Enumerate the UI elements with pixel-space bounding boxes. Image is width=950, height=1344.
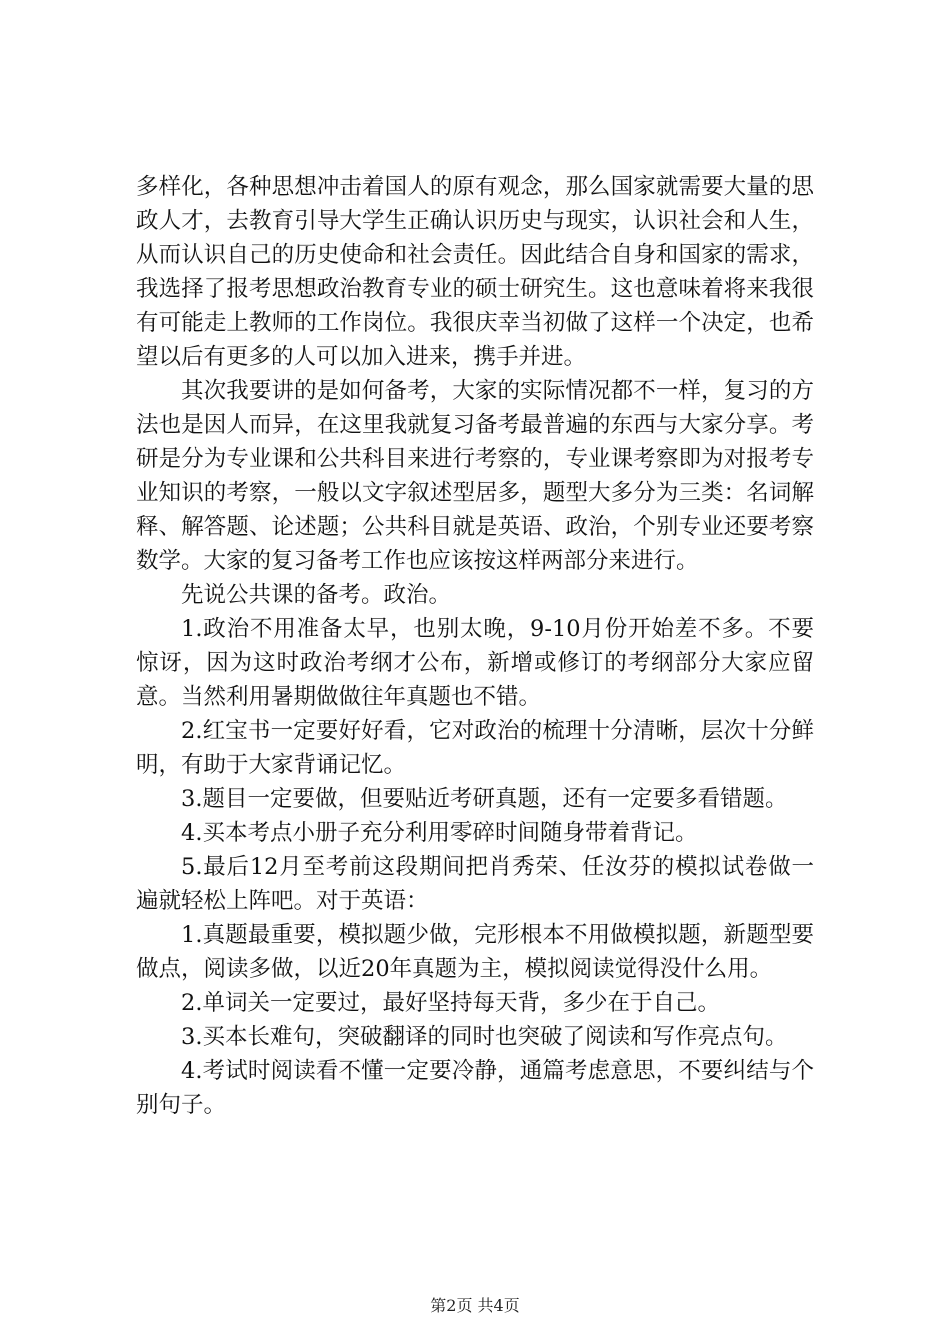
paragraph: 1.政治不用准备太早，也别太晚，9-10月份开始差不多。不要惊讶，因为这时政治考纲才公布，新增或修订的考纲部分大家应留意。当然利用暑期做做往年真题也不错。 [136, 616, 814, 710]
paragraph: 其次我要讲的是如何备考，大家的实际情况都不一样，复习的方法也是因人而异，在这里我就复习备考最普遍的东西与大家分享。考研是分为专业课和公共科目来进行考察的，专业课考察即为对报考专业知识的考察，一般以文字叙述型居多，题型大多分为三类：名词解释、解答题、论述题；公共科目就是英语、政治，个别专业还要考察数学。大家的复习备考工作也应该按这样两部分来进行。 [136, 378, 814, 574]
paragraph: 先说公共课的备考。政治。 [181, 582, 452, 608]
paragraph: 1.真题最重要，模拟题少做，完形根本不用做模拟题，新题型要做点，阅读多做，以近20年真题为主，模拟阅读觉得没什么用。 [136, 922, 814, 982]
paragraph: 2.红宝书一定要好好看，它对政治的梳理十分清晰，层次十分鲜明，有助于大家背诵记忆。 [136, 718, 814, 778]
paragraph: 5.最后12月至考前这段期间把肖秀荣、任汝芬的模拟试卷做一遍就轻松上阵吧。对于英语： [136, 854, 814, 914]
paragraph: 多样化，各种思想冲击着国人的原有观念，那么国家就需要大量的思政人才，去教育引导大学生正确认识历史与现实，认识社会和人生，从而认识自己的历史使命和社会责任。因此结合自身和国家的需求，我选择了报考思想政治教育专业的硕士研究生。这也意味着将来我很有可能走上教师的工作岗位。我很庆幸当初做了这样一个决定，也希望以后有更多的人可以加入进来，携手并进。 [136, 174, 814, 370]
paragraph: 3.题目一定要做，但要贴近考研真题，还有一定要多看错题。 [181, 786, 788, 812]
page-number-footer: 第2页 共4页 [430, 1296, 520, 1315]
paragraph: 2.单词关一定要过，最好坚持每天背，多少在于自己。 [181, 990, 720, 1016]
paragraph: 3.买本长难句，突破翻译的同时也突破了阅读和写作亮点句。 [181, 1024, 788, 1050]
body-text [136, 170, 814, 1122]
paragraph: 4.考试时阅读看不懂一定要冷静，通篇考虑意思，不要纠结与个别句子。 [136, 1058, 814, 1118]
paragraph: 4.买本考点小册子充分利用零碎时间随身带着背记。 [181, 820, 698, 846]
